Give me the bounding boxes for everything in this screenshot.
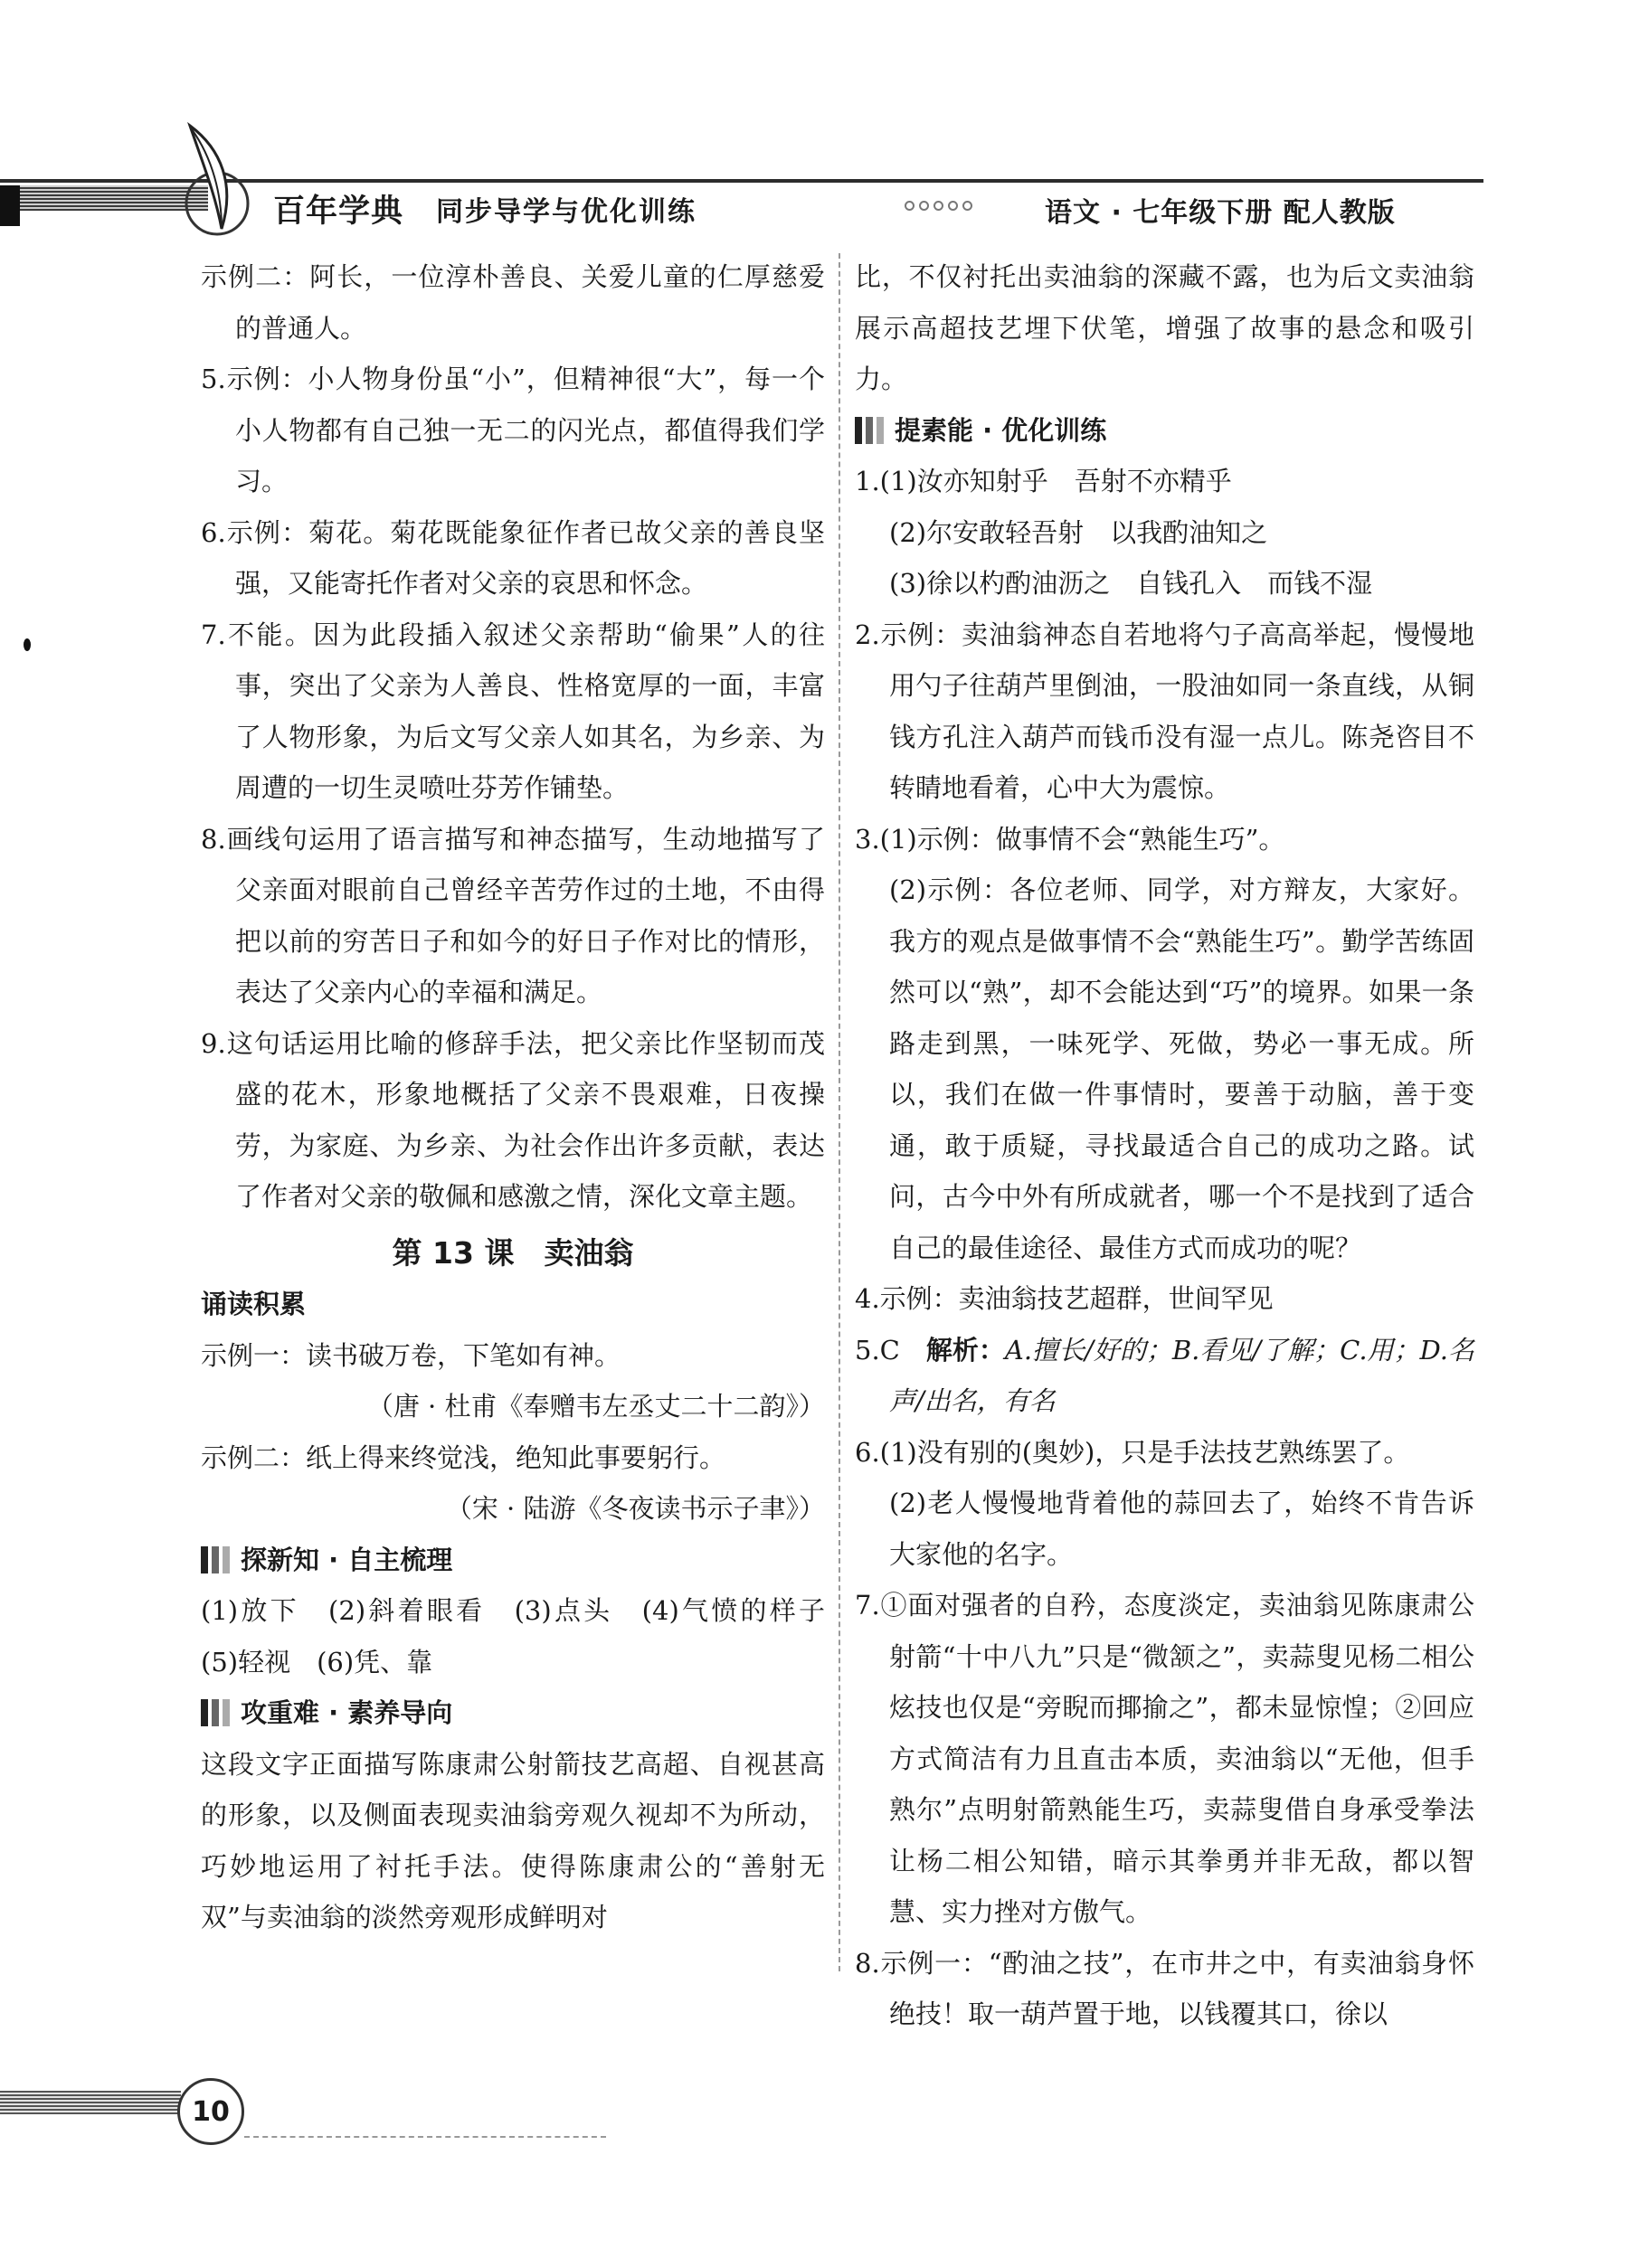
brand-title: 百年学典 — [273, 194, 404, 230]
answer-8: 8.示例一：“酌油之技”，在市井之中，有卖油翁身怀绝技！取一葫芦置于地，以钱覆其口，徐以 — [855, 1947, 1474, 2029]
edition-label: 语文 · 七年级下册 配人教版 — [1045, 197, 1396, 229]
answer-5: 5.示例：小人物身份虽“小”，但精神很“大”，每一个小人物都有自己独一无二的闪光点，都值得我们学习。 — [201, 364, 825, 496]
header-dots — [905, 201, 972, 211]
lesson-title: 第 13 课 卖油翁 — [392, 1234, 634, 1271]
answer-4: 4.示例：卖油翁技艺超群，世间罕见 — [855, 1283, 1274, 1314]
quill-icon — [172, 122, 253, 240]
reading-example-1-source: （唐 · 杜甫《奉赠韦左丞丈二十二韵》） — [366, 1391, 825, 1422]
right-column — [855, 251, 1474, 2040]
answer-6: 6.示例：菊花。菊花既能象征作者已故父亲的善良坚强，又能寄托作者对父亲的哀思和怀念。 — [201, 516, 825, 599]
section-title: 攻重难 · 素养导向 — [241, 1697, 453, 1728]
analysis-text: A.擅长/好的；B.看见/了解；C.用；D.名声/出名，有名 — [889, 1334, 1474, 1416]
section-heading-explore — [201, 1535, 825, 1586]
column-divider — [839, 253, 840, 1971]
answer-3-part2: (2)示例：各位老师、同学，对方辩友，大家好。我方的观点是做事情不会“熟能生巧”。勤学苦练固然可以“熟”，却不会能达到“巧”的境界。如果一条路走到黑，一味死学、死做，势必一事无成。所以，我们在做一件事情时，要善于动脑，善于变通，敢于质疑，寻找最适合自己的成功之路。试问，古今中外有所成就者，哪一个不是找到了适合自己的最佳途径、最佳方式而成功的呢？ — [889, 874, 1474, 1263]
answer-6-part1: 6.(1)没有别的(奥妙)，只是手法技艺熟练罢了。 — [855, 1436, 1410, 1468]
section-heading-practice — [855, 405, 1474, 457]
analysis-label: 解析： — [925, 1334, 1005, 1366]
answer-1-part2: (2)尔安敢轻吾射 以我酌油知之 — [889, 516, 1268, 548]
answer-8: 8.画线句运用了语言描写和神态描写，生动地描写了父亲面对眼前自己曾经辛苦劳作过的土地，不由得把以前的穷苦日子和如今的好日子作对比的情形，表达了父亲内心的幸福和满足。 — [201, 823, 825, 1007]
difficulty-answer: 这段文字正面描写陈康肃公射箭技艺高超、自视甚高的形象，以及侧面表现卖油翁旁观久视却不为所动，巧妙地运用了衬托手法。使得陈康肃公的“善射无双”与卖油翁的淡然旁观形成鲜明对 — [201, 1748, 825, 1933]
difficulty-answer-continued: 比，不仅衬托出卖油翁的深藏不露，也为后文卖油翁展示高超技艺埋下伏笔，增强了故事的悬念和吸引力。 — [855, 261, 1474, 394]
left-column — [201, 251, 852, 1943]
answer-5-choice: 5.C — [855, 1334, 926, 1366]
section-title: 提素能 · 优化训练 — [895, 414, 1107, 446]
answer-7: 7.不能。因为此段插入叙述父亲帮助“偷果”人的往事，突出了父亲为人善良、性格宽厚的一面，丰富了人物形象，为后文写父亲人如其名，为乡亲、为周遭的一切生灵喷吐芬芳作铺垫。 — [201, 619, 825, 803]
reading-heading: 诵读积累 — [201, 1289, 307, 1319]
section-heading-difficulty — [201, 1687, 825, 1739]
reading-example-2: 示例二：纸上得来终觉浅，绝知此事要躬行。 — [201, 1441, 726, 1473]
answer-7: 7.①面对强者的自矜，态度淡定，卖油翁见陈康肃公射箭“十中八九”只是“微颔之”，卖蒜叟见杨二相公炫技也仅是“旁睨而揶揄之”，都未显惊惶；②回应方式简洁有力且直击本质，卖油翁以“无他，但手熟尔”点明射箭熟能生巧，卖蒜叟借自身承受拳法让杨二相公知错，暗示其拳勇并非无敌，都以智慧、实力挫对方傲气。 — [855, 1590, 1474, 1927]
section-marker-icon — [201, 1699, 230, 1726]
brand-subtitle: 同步导学与优化训练 — [436, 196, 697, 228]
section-title: 探新知 · 自主梳理 — [241, 1544, 453, 1575]
answer-6-part2: (2)老人慢慢地背着他的蒜回去了，始终不肯告诉大家他的名字。 — [889, 1488, 1474, 1570]
page-number: 10 — [177, 2078, 244, 2145]
section-marker-icon — [855, 417, 884, 444]
answer-3-part1: 3.(1)示例：做事情不会“熟能生巧”。 — [855, 823, 1285, 855]
answer-4-example2: 示例二：阿长，一位淳朴善良、关爱儿童的仁厚慈爱的普通人。 — [201, 261, 825, 344]
footer-stripes — [0, 2091, 181, 2114]
answer-1-part3: (3)徐以杓酌油沥之 自钱孔入 而钱不湿 — [889, 568, 1373, 599]
reading-example-2-source: （宋 · 陆游《冬夜读书示子聿》） — [445, 1493, 825, 1524]
answer-5 — [855, 1325, 1474, 1427]
explore-answers: (1)放下 (2)斜着眼看 (3)点头 (4)气愤的样子 (5)轻视 (6)凭、靠 — [201, 1595, 852, 1677]
answer-2: 2.示例：卖油翁神态自若地将勺子高高举起，慢慢地用勺子往葫芦里倒油，一股油如同一条直线，从铜钱方孔注入葫芦而钱币没有湿一点儿。陈尧咨目不转睛地看着，心中大为震惊。 — [855, 619, 1474, 803]
section-marker-icon — [201, 1546, 230, 1573]
margin-mark — [24, 638, 31, 651]
reading-example-1: 示例一：读书破万卷，下笔如有神。 — [201, 1339, 621, 1371]
header-block — [0, 185, 20, 226]
answer-9: 9.这句话运用比喻的修辞手法，把父亲比作坚韧而茂盛的花木，形象地概括了父亲不畏艰难，日夜操劳，为家庭、为乡亲、为社会作出许多贡献，表达了作者对父亲的敬佩和感激之情，深化文章主题。 — [201, 1027, 825, 1212]
answer-1-part1: 1.(1)汝亦知射乎 吾射不亦精乎 — [855, 466, 1232, 496]
footer-rule — [244, 2136, 606, 2138]
